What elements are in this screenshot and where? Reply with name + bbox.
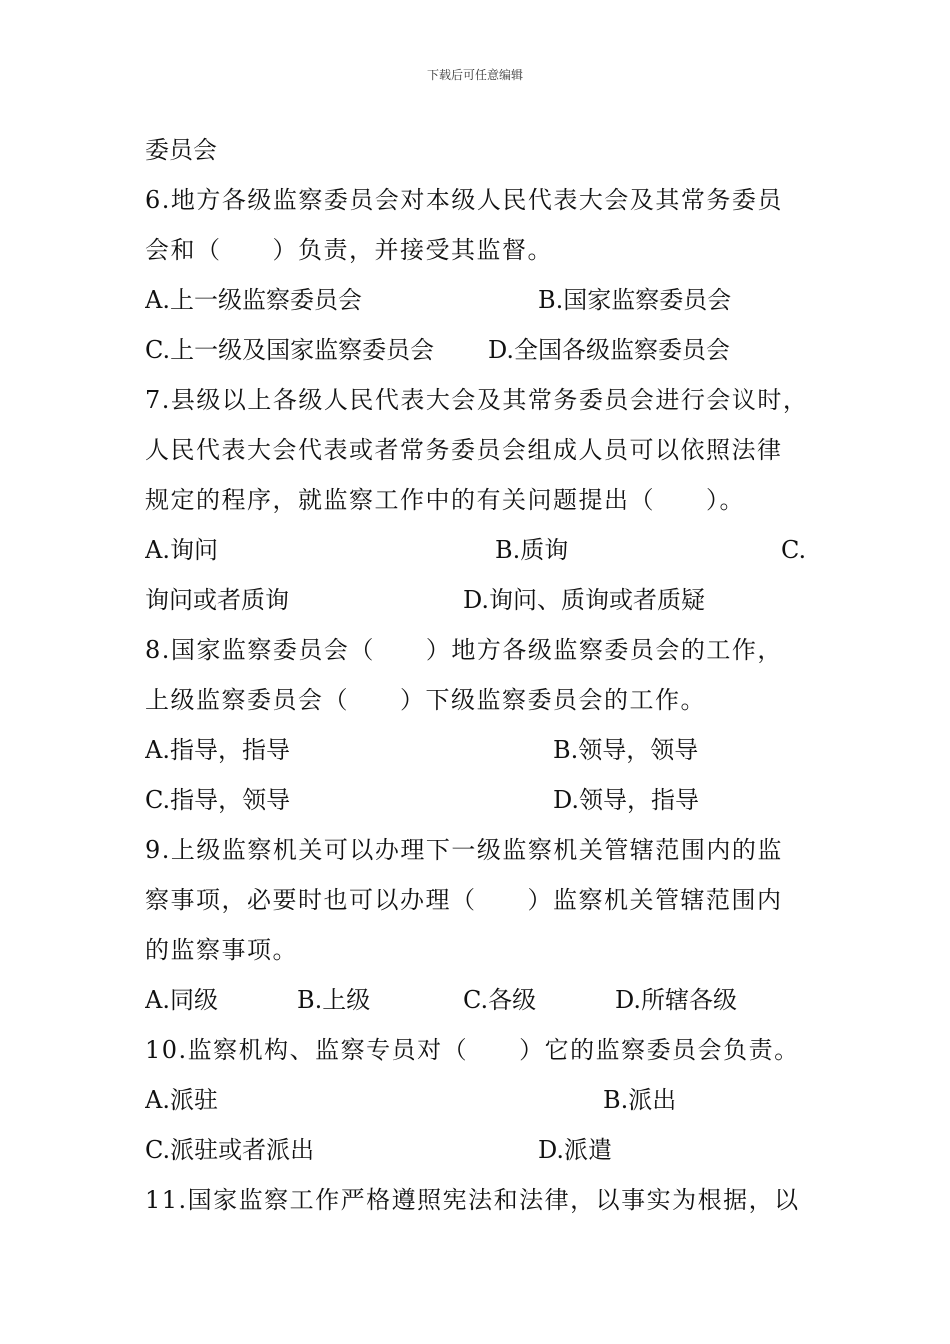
question-7-line-2: 人民代表大会代表或者常务委员会组成人员可以依照法律	[145, 436, 783, 464]
option-b: B.上级	[297, 986, 371, 1014]
option-d: D.领导，指导	[553, 786, 700, 814]
option-d: D.所辖各级	[615, 986, 738, 1014]
question-8-options-cd	[145, 778, 825, 828]
option-d: D.派遣	[538, 1136, 613, 1164]
option-d: D.询问、质询或者质疑	[463, 586, 706, 614]
question-10-options-cd	[145, 1128, 825, 1178]
option-b: B.质询	[495, 536, 569, 564]
question-7-options-cd	[145, 578, 825, 628]
question-9-options	[145, 978, 825, 1028]
option-c: C.上一级及国家监察委员会	[145, 336, 435, 364]
question-7-line-3: 规定的程序，就监察工作中的有关问题提出（ ）。	[145, 486, 745, 514]
option-c: C.	[781, 536, 807, 564]
question-9-line-1: 9.上级监察机关可以办理下一级监察机关管辖范围内的监	[145, 836, 783, 864]
option-c-text: 询问或者质询	[145, 586, 289, 614]
question-6-line-2: 会和（ ）负责，并接受其监督。	[145, 236, 553, 264]
option-d: D.全国各级监察委员会	[488, 336, 731, 364]
option-a: A.指导，指导	[145, 736, 290, 764]
document-body	[145, 128, 825, 1228]
question-10-options-ab	[145, 1078, 825, 1128]
option-a: A.上一级监察委员会	[145, 286, 362, 314]
question-6-options-cd	[145, 328, 825, 378]
option-c: C.各级	[463, 986, 537, 1014]
question-7-options-abc	[145, 528, 825, 578]
question-6-options-ab	[145, 278, 825, 328]
question-8-line-2: 上级监察委员会（ ）下级监察委员会的工作。	[145, 686, 706, 714]
question-10-line-1: 10.监察机构、监察专员对（ ）它的监察委员会负责。	[145, 1036, 800, 1064]
page-header: 下载后可任意编辑	[426, 68, 523, 82]
question-8-options-ab	[145, 728, 825, 778]
question-9-line-2: 察事项，必要时也可以办理（ ）监察机关管辖范围内	[145, 886, 783, 914]
option-b: B.国家监察委员会	[538, 286, 732, 314]
option-b: B.派出	[603, 1086, 677, 1114]
option-c: C.指导，领导	[145, 786, 291, 814]
question-11-line-1: 11.国家监察工作严格遵照宪法和法律，以事实为根据，以	[145, 1186, 800, 1214]
option-a: A.同级	[145, 986, 218, 1014]
option-c: C.派驻或者派出	[145, 1136, 315, 1164]
question-9-line-3: 的监察事项。	[145, 936, 298, 964]
question-6-line-1: 6.地方各级监察委员会对本级人民代表大会及其常务委员	[145, 186, 783, 214]
option-a: A.询问	[145, 536, 218, 564]
question-7-line-1: 7.县级以上各级人民代表大会及其常务委员会进行会议时，	[145, 386, 809, 414]
option-b: B.领导，领导	[553, 736, 699, 764]
option-a: A.派驻	[145, 1086, 218, 1114]
text-line: 委员会	[145, 136, 217, 164]
question-8-line-1: 8.国家监察委员会（ ）地方各级监察委员会的工作，	[145, 636, 783, 664]
